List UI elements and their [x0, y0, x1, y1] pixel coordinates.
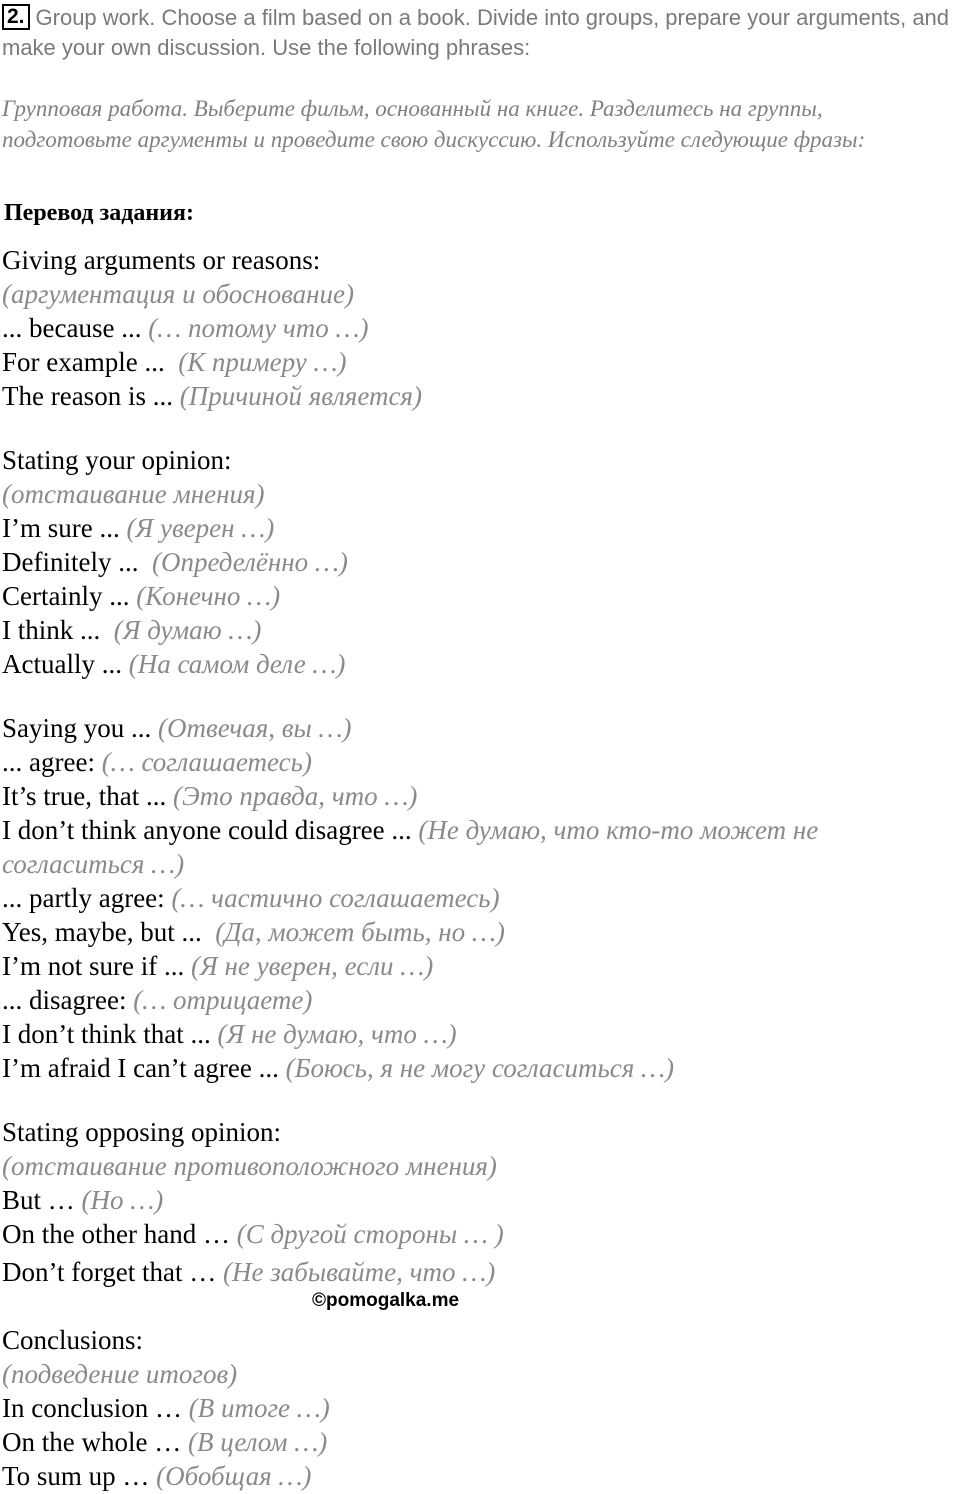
phrase-line	[2, 915, 958, 949]
phrase-line	[2, 647, 958, 681]
phrase-ru: (В итоге …)	[188, 1393, 330, 1423]
translation-heading: Перевод задания:	[4, 200, 194, 226]
phrase-en: On the whole …	[2, 1427, 182, 1457]
phrase-line	[2, 1217, 958, 1251]
phrase-en: On the other hand …	[2, 1219, 230, 1249]
phrase-en: For example ...	[2, 347, 165, 377]
phrase-ru: (Конечно …)	[136, 581, 281, 611]
phrase-line	[2, 1255, 958, 1289]
phrase-en: I’m sure ...	[2, 513, 120, 543]
phrase-ru: (Я не думаю, что …)	[217, 1019, 457, 1049]
phrase-en: To sum up …	[2, 1461, 150, 1491]
phrase-en: But …	[2, 1185, 75, 1215]
section-title-ru: (отстаивание противоположного мнения)	[2, 1151, 497, 1181]
phrase-en: I don’t think that ...	[2, 1019, 211, 1049]
phrase-ru: (Причиной является)	[179, 381, 422, 411]
phrase-line	[2, 1051, 958, 1085]
phrase-ru: (В целом …)	[187, 1427, 328, 1457]
phrase-en: It’s true, that ...	[2, 781, 167, 811]
phrase-ru: (К примеру …)	[178, 347, 347, 377]
phrase-line	[2, 311, 958, 345]
phrase-line	[2, 345, 958, 379]
phrase-line	[2, 379, 958, 413]
phrase-ru: (Да, может быть, но …)	[215, 917, 505, 947]
phrase-en: ... partly agree:	[2, 883, 165, 913]
section-title: Conclusions:	[2, 1325, 144, 1355]
phrase-ru: (Я уверен …)	[126, 513, 275, 543]
phrase-line	[2, 745, 958, 779]
phrase-line	[2, 1183, 958, 1217]
phrase-ru: (Не забывайте, что …)	[222, 1257, 496, 1287]
section-title: Giving arguments or reasons:	[2, 245, 321, 275]
section-conclusions	[2, 1323, 958, 1493]
phrase-line	[2, 813, 958, 881]
phrase-ru: (Определённо …)	[151, 547, 348, 577]
phrase-en: Yes, maybe, but ...	[2, 917, 202, 947]
phrase-line	[2, 881, 958, 915]
section-title-ru: (подведение итогов)	[2, 1359, 238, 1389]
phrase-ru: (Но …)	[81, 1185, 164, 1215]
phrase-line	[2, 613, 958, 647]
section-title: Stating your opinion:	[2, 445, 232, 475]
phrase-en: In conclusion …	[2, 1393, 182, 1423]
phrase-line	[2, 1391, 958, 1425]
section-opposing-opinion	[2, 1115, 958, 1289]
phrase-ru: (… отрицаете)	[133, 985, 313, 1015]
phrase-line	[2, 579, 958, 613]
phrase-en: ... agree:	[2, 747, 95, 777]
phrase-ru: (С другой стороны … )	[236, 1219, 504, 1249]
section-title-ru: (отстаивание мнения)	[2, 479, 265, 509]
section-saying-you	[2, 711, 958, 1085]
phrase-ru: (Боюсь, я не могу согласиться …)	[285, 1053, 675, 1083]
phrase-en: Saying you ...	[2, 713, 152, 743]
phrase-ru: (Я не уверен, если …)	[190, 951, 434, 981]
section-stating-opinion	[2, 443, 958, 681]
phrase-line	[2, 1425, 958, 1459]
phrase-en: I’m afraid I can’t agree ...	[2, 1053, 279, 1083]
phrase-ru: (… соглашаетесь)	[101, 747, 312, 777]
task-statement-ru: Групповая работа. Выберите фильм, основанный на книге. Разделитесь на группы, подготовьте аргументы и проведите свою дискуссию. Используйте следующие фразы:	[2, 96, 866, 152]
phrase-en: ... disagree:	[2, 985, 127, 1015]
phrase-en: Don’t forget that …	[2, 1257, 217, 1287]
section-giving-arguments	[2, 243, 958, 413]
task-number-box: 2.	[2, 4, 30, 30]
phrase-ru: (… частично соглашаетесь)	[171, 883, 500, 913]
section-title: Stating opposing opinion:	[2, 1117, 282, 1147]
phrase-ru: (Я думаю …)	[113, 615, 262, 645]
phrase-ru: (Отвечая, вы …)	[158, 713, 352, 743]
phrase-en: Actually ...	[2, 649, 122, 679]
phrase-ru: (Обобщая …)	[156, 1461, 312, 1491]
section-title-ru: (аргументация и обоснование)	[2, 279, 354, 309]
phrase-line	[2, 545, 958, 579]
phrase-line	[2, 1459, 958, 1493]
phrase-ru: (На самом деле …)	[128, 649, 346, 679]
phrase-line	[2, 711, 958, 745]
phrase-line	[2, 949, 958, 983]
phrase-line	[2, 983, 958, 1017]
phrase-en: I’m not sure if ...	[2, 951, 185, 981]
phrase-ru: (Не думаю, что кто-то может не согласиться …)	[2, 815, 819, 879]
phrase-en: I don’t think anyone could disagree ...	[2, 815, 412, 845]
phrase-en: Definitely ...	[2, 547, 139, 577]
phrase-ru: (… потому что …)	[148, 313, 369, 343]
phrase-en: Certainly ...	[2, 581, 130, 611]
phrase-line	[2, 511, 958, 545]
phrase-en: I think ...	[2, 615, 101, 645]
watermark: ©pomogalka.me	[312, 1290, 460, 1311]
phrase-line	[2, 1017, 958, 1051]
phrase-en: ... because ...	[2, 313, 142, 343]
phrase-line	[2, 779, 958, 813]
phrase-ru: (Это правда, что …)	[172, 781, 418, 811]
phrase-en: The reason is ...	[2, 381, 173, 411]
task-statement-en	[2, 3, 958, 63]
task-text-en: Group work. Choose a film based on a book. Divide into groups, prepare your arguments, and make your own discussion. Use the following phrases:	[2, 5, 950, 60]
